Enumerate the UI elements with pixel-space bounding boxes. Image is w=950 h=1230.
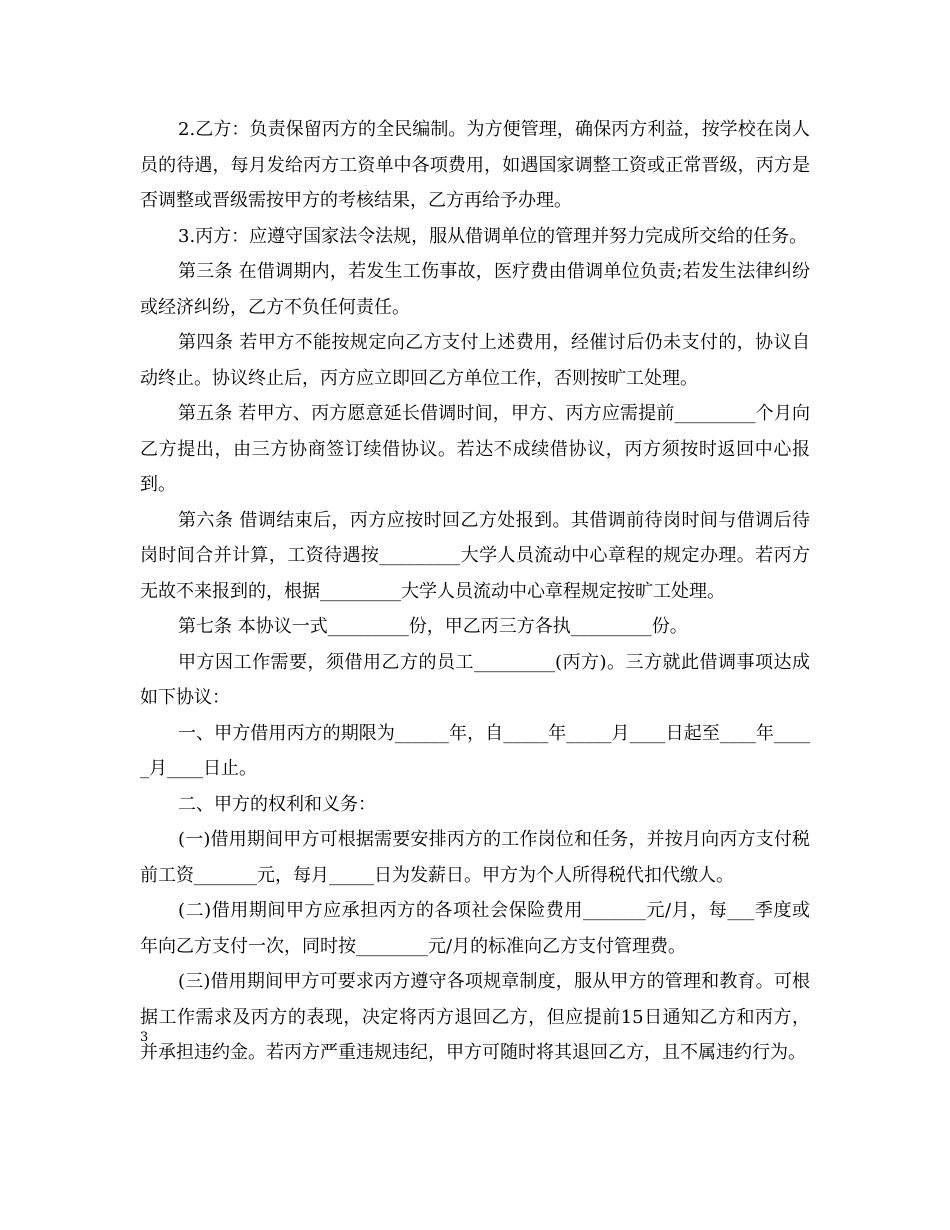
page-number: 3: [140, 1030, 149, 1045]
document-body: [140, 112, 810, 1071]
paragraph-party-b-duties: 2.乙方：负责保留丙方的全民编制。为方便管理，确保丙方利益，按学校在岗人员的待遇，每月发给丙方工资单中各项费用，如遇国家调整工资或正常晋级，丙方是否调整或晋级需按甲方的考核结果，乙方再给予办理。: [140, 119, 810, 211]
paragraph-section-2-item-2: (二)借用期间甲方应承担丙方的各项社会保险费用_______元/月，每___季度或年向乙方支付一次，同时按________元/月的标准向乙方支付管理费。: [140, 900, 810, 957]
paragraph-article-7: 第七条 本协议一式_________份，甲乙丙三方各执_________份。: [178, 616, 688, 637]
paragraph-article-3: 第三条 在借调期内，若发生工伤事故，医疗费由借调单位负责;若发生法律纠纷或经济纠纷，乙方不负任何责任。: [140, 261, 810, 318]
paragraph-party-c-duties: 3.丙方：应遵守国家法令法规，服从借调单位的管理并努力完成所交给的任务。: [178, 225, 808, 247]
paragraph-section-1-term: 一、甲方借用丙方的期限为______年，自_____年_____月____日起至____年_____月____日止。: [140, 722, 810, 779]
paragraph-section-2-heading: 二、甲方的权利和义务：: [178, 793, 376, 815]
paragraph-section-2-item-3: (三)借用期间甲方可要求丙方遵守各项规章制度，服从甲方的管理和教育。可根据工作需求及丙方的表现，决定将丙方退回乙方，但应提前15日通知乙方和丙方，并承担违约金。若丙方严重违规违纪，甲方可随时将其退回乙方，且不属违约行为。: [140, 971, 810, 1063]
paragraph-article-6: 第六条 借调结束后，丙方应按时回乙方处报到。其借调前待岗时间与借调后待岗时间合并计算，工资待遇按_________大学人员流动中心章程的规定办理。若丙方无故不来报到的，根据_________大学人员流动中心章程规定按旷工处理。: [140, 509, 810, 602]
paragraph-article-5: 第五条 若甲方、丙方愿意延长借调时间，甲方、丙方应需提前_________个月向乙方提出，由三方协商签订续借协议。若达不成续借协议，丙方须按时返回中心报到。: [140, 403, 810, 495]
paragraph-article-4: 第四条 若甲方不能按规定向乙方支付上述费用，经催讨后仍未支付的，协议自动终止。协议终止后，丙方应立即回乙方单位工作，否则按旷工处理。: [140, 332, 810, 389]
paragraph-agreement-intro: 甲方因工作需要，须借用乙方的员工_________(丙方)。三方就此借调事项达成如下协议：: [140, 651, 810, 708]
paragraph-section-2-item-1: (一)借用期间甲方可根据需要安排丙方的工作岗位和任务，并按月向丙方支付税前工资_______元，每月_____日为发薪日。甲方为个人所得税代扣代缴人。: [140, 829, 810, 886]
